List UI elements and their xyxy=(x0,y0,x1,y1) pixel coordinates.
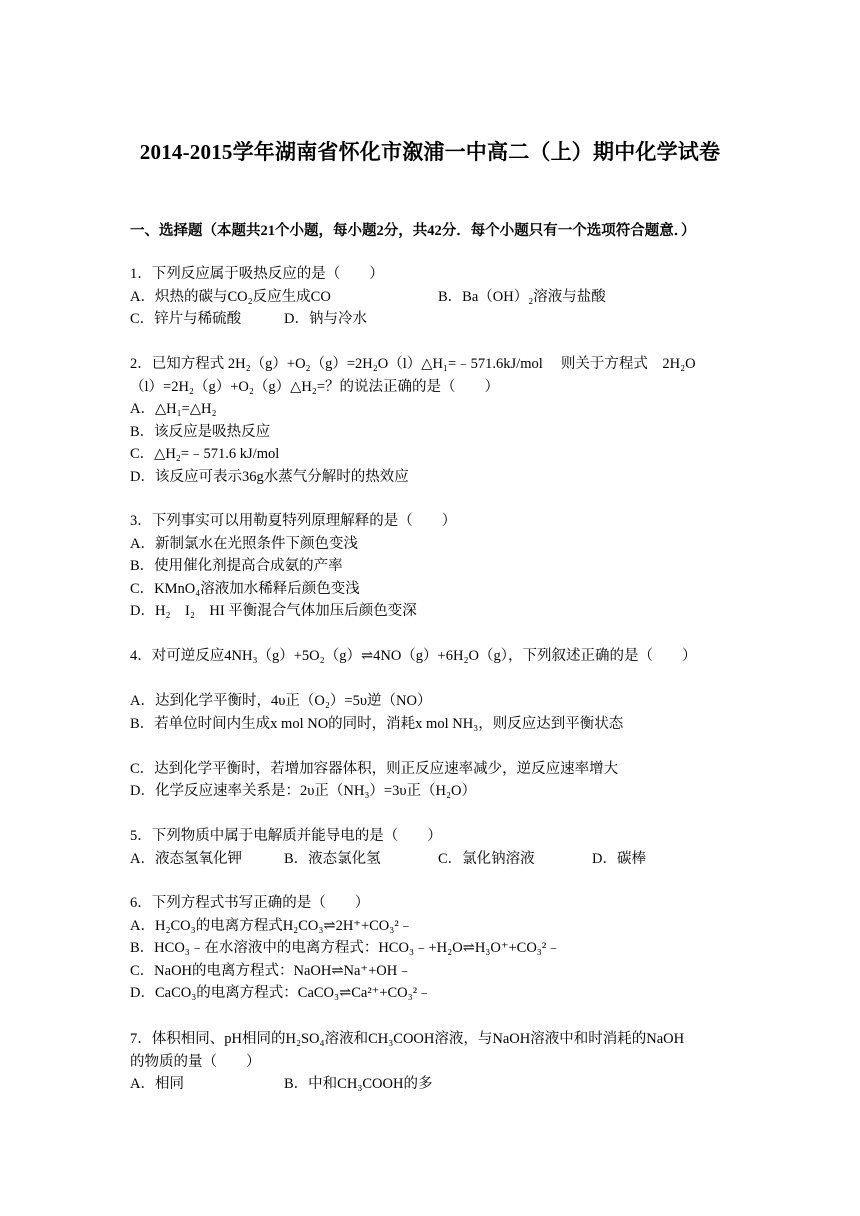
question-stem: 2．已知方程式 2H₂（g）+O₂（g）=2H₂O（l）△H₁=﹣571.6kJ/mol 则关于方程式 2H₂O xyxy=(130,356,696,372)
option-row xyxy=(130,1073,735,1096)
option-row xyxy=(130,308,735,331)
question-1 xyxy=(130,263,735,331)
question-2 xyxy=(130,353,735,488)
section-heading: 一、选择题（本题共21个小题，每小题2分，共42分．每个小题只有一个选项符合题意．） xyxy=(130,223,696,239)
option-b: B．HCO₃﹣在水溶液中的电离方程式：HCO₃﹣+H₂O⇌H₃O⁺+CO₃²﹣ xyxy=(130,940,561,956)
option-d: D．CaCO₃的电离方程式：CaCO₃⇌Ca²⁺+CO₃²﹣ xyxy=(130,985,432,1001)
question-stem: 6．下列方程式书写正确的是（ ） xyxy=(130,895,370,911)
question-3 xyxy=(130,510,735,623)
question-5 xyxy=(130,825,735,870)
option-a: A．相同 xyxy=(130,1076,184,1092)
question-stem: 5．下列物质中属于电解质并能导电的是（ ） xyxy=(130,828,442,844)
option-a: A．液态氢氧化钾 xyxy=(130,850,242,867)
question-stem: 4．对可逆反应4NH₃（g）+5O₂（g）⇌4NO（g）+6H₂O（g），下列叙述正确的是（ ） xyxy=(130,648,697,664)
option-b: B．中和CH₃COOH的多 xyxy=(284,1076,433,1092)
option-d: D．H₂ I₂ HI 平衡混合气体加压后颜色变深 xyxy=(130,603,417,619)
option-d: D．该反应可表示36g水蒸气分解时的热效应 xyxy=(130,468,409,485)
question-stem: 3．下列事实可以用勒夏特列原理解释的是（ ） xyxy=(130,513,457,529)
option-b: B．Ba（OH）₂溶液与盐酸 xyxy=(438,288,606,305)
option-b: B．液态氯化氢 xyxy=(284,850,381,867)
option-c: C．KMnO₄溶液加水稀释后颜色变浅 xyxy=(130,580,360,597)
option-b: B．使用催化剂提高合成氨的产率 xyxy=(130,558,343,574)
option-a: A．达到化学平衡时，4υ正（O₂）=5υ逆（NO） xyxy=(130,693,432,709)
question-6 xyxy=(130,892,735,1005)
option-a: A．新制氯水在光照条件下颜色变浅 xyxy=(130,535,358,552)
option-c: C．氯化钠溶液 xyxy=(438,850,535,867)
option-d: D．碳棒 xyxy=(592,850,646,867)
question-stem: 1．下列反应属于吸热反应的是（ ） xyxy=(130,266,384,282)
option-c: C．达到化学平衡时，若增加容器体积，则正反应速率减少，逆反应速率增大 xyxy=(130,760,619,777)
option-d: D．化学反应速率关系是：2υ正（NH₃）=3υ正（H₂O） xyxy=(130,783,477,799)
question-stem-continued: 的物质的量（ ） xyxy=(130,1053,261,1070)
option-row xyxy=(130,286,735,309)
question-7 xyxy=(130,1028,735,1096)
question-stem: 7．体积相同、pH相同的H₂SO₄溶液和CH₃COOH溶液，与NaOH溶液中和时消耗的NaOH xyxy=(130,1031,685,1047)
option-c: C．锌片与稀硫酸 xyxy=(130,311,242,327)
option-b: B．若单位时间内生成x mol NO的同时，消耗x mol NH₃，则反应达到平衡状态 xyxy=(130,715,624,732)
exam-title: 2014-2015学年湖南省怀化市溆浦一中高二（上）期中化学试卷 xyxy=(139,140,721,164)
question-stem-continued: （l）=2H₂（g）+O₂（g）△H₂=？的说法正确的是（ ） xyxy=(130,378,500,395)
option-c: C．NaOH的电离方程式：NaOH⇌Na⁺+OH﹣ xyxy=(130,962,412,979)
option-b: B．该反应是吸热反应 xyxy=(130,423,271,440)
option-a: A．△H₁=△H₂ xyxy=(130,401,217,417)
option-d: D．钠与冷水 xyxy=(284,311,367,327)
option-row xyxy=(130,848,735,871)
option-a: A．炽热的碳与CO₂反应生成CO xyxy=(130,288,331,305)
option-c: C．△H₂=﹣571.6 kJ/mol xyxy=(130,446,280,462)
option-a: A．H₂CO₃的电离方程式H₂CO₃⇌2H⁺+CO₃²﹣ xyxy=(130,917,414,934)
question-4 xyxy=(130,645,735,803)
